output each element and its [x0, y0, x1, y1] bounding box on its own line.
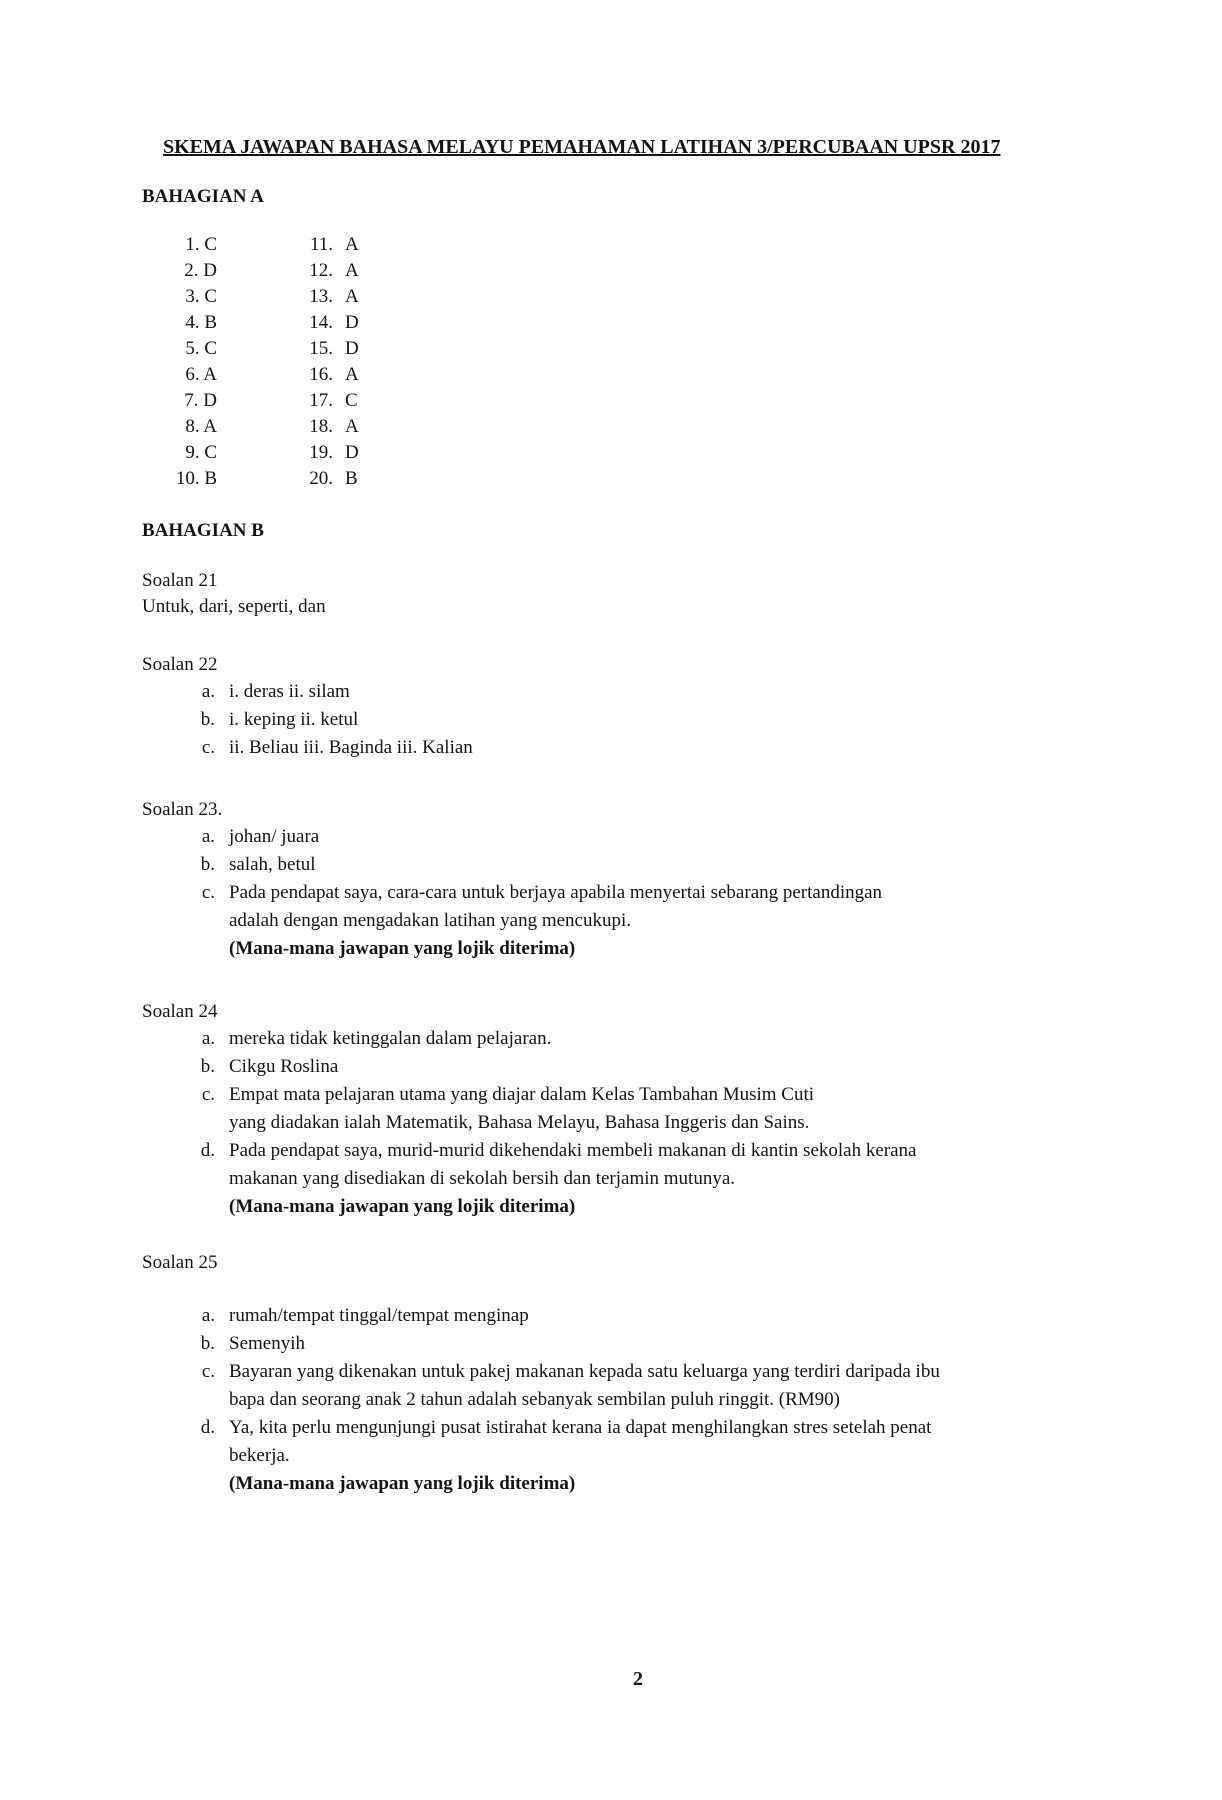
question-24: [142, 999, 1142, 1221]
item-text: ii. Beliau iii. Baginda iii. Kalian: [229, 737, 473, 758]
question-number: 17.: [309, 390, 333, 411]
answer-column-left: [142, 232, 217, 492]
answer-item: [142, 1081, 1142, 1109]
answer-row: 1. C: [185, 234, 217, 255]
item-marker: c.: [201, 737, 215, 758]
item-marker: b.: [200, 854, 215, 875]
item-marker: d.: [200, 1140, 215, 1161]
answer-row: 2. D: [184, 260, 217, 281]
answer-letter: D: [345, 338, 359, 359]
answer-row: 10. B: [175, 468, 217, 489]
acceptance-note: (Mana-mana jawapan yang lojik diterima): [229, 1196, 576, 1217]
item-marker: a.: [201, 826, 215, 847]
answer-row: [293, 232, 359, 258]
answer-row: 9. C: [185, 442, 217, 463]
answer-letter: A: [345, 364, 359, 385]
question-number: 20.: [309, 468, 333, 489]
item-marker: c.: [201, 1361, 215, 1382]
question-number: 15.: [309, 338, 333, 359]
section-a-heading: BAHAGIAN A: [142, 186, 264, 207]
acceptance-note: (Mana-mana jawapan yang lojik diterima): [229, 1473, 576, 1494]
section-b-heading: BAHAGIAN B: [142, 520, 264, 541]
question-number: 18.: [309, 416, 333, 437]
answer-letter: A: [345, 260, 359, 281]
answer-item: [142, 678, 1142, 706]
item-text: i. keping ii. ketul: [229, 709, 359, 730]
section-a-answer-list: [142, 232, 359, 492]
item-text: Empat mata pelajaran utama yang diajar dalam Kelas Tambahan Musim Cuti: [229, 1084, 815, 1105]
answer-continuation: [229, 907, 1142, 935]
item-marker: b.: [200, 709, 215, 730]
question-21: [142, 568, 1142, 620]
page-number: 2: [633, 1668, 643, 1690]
answer-row: [293, 310, 359, 336]
question-22: [142, 652, 1142, 762]
item-text: rumah/tempat tinggal/tempat menginap: [229, 1305, 529, 1326]
question-25: [142, 1250, 1142, 1498]
item-text: johan/ juara: [229, 826, 320, 847]
answer-row: [293, 258, 359, 284]
answer-row: 7. D: [184, 390, 217, 411]
answer-row: [293, 414, 359, 440]
item-marker: b.: [200, 1056, 215, 1077]
answer-row: [293, 388, 359, 414]
answer-row: [293, 336, 359, 362]
continuation-text: bapa dan seorang anak 2 tahun adalah sebanyak sembilan puluh ringgit. (RM90): [229, 1389, 840, 1410]
answer-continuation: [229, 1442, 1142, 1470]
answer-item: [142, 1302, 1142, 1330]
item-text: Bayaran yang dikenakan untuk pakej makanan kepada satu keluarga yang terdiri daripada ibu: [229, 1361, 940, 1382]
answer-letter: D: [345, 442, 359, 463]
answer-letter: C: [345, 390, 358, 411]
item-text: Cikgu Roslina: [229, 1056, 339, 1077]
question-23: [142, 797, 1142, 963]
answer-column-right: [293, 232, 359, 492]
continuation-text: yang diadakan ialah Matematik, Bahasa Melayu, Bahasa Inggeris dan Sains.: [229, 1112, 810, 1133]
answer-continuation: [229, 1109, 1142, 1137]
item-text: mereka tidak ketinggalan dalam pelajaran.: [229, 1028, 552, 1049]
item-marker: c.: [201, 1084, 215, 1105]
continuation-text: adalah dengan mengadakan latihan yang mencukupi.: [229, 910, 632, 931]
answer-item: [142, 1053, 1142, 1081]
item-marker: a.: [201, 1028, 215, 1049]
question-answer: Untuk, dari, seperti, dan: [142, 596, 326, 617]
answer-letter: A: [345, 234, 359, 255]
continuation-text: bekerja.: [229, 1445, 290, 1466]
answer-item: [142, 1025, 1142, 1053]
question-label: Soalan 25: [142, 1252, 218, 1273]
question-label: Soalan 22: [142, 654, 218, 675]
answer-item: [142, 734, 1142, 762]
answer-row: [293, 362, 359, 388]
item-marker: c.: [201, 882, 215, 903]
answer-continuation: [229, 1386, 1142, 1414]
item-marker: b.: [200, 1333, 215, 1354]
question-number: 16.: [309, 364, 333, 385]
answer-row: [293, 440, 359, 466]
question-label: Soalan 21: [142, 570, 218, 591]
answer-item: [142, 851, 1142, 879]
item-text: Pada pendapat saya, cara-cara untuk berjaya apabila menyertai sebarang pertandingan: [229, 882, 883, 903]
item-text: Semenyih: [229, 1333, 305, 1354]
question-number: 13.: [309, 286, 333, 307]
answer-row: 5. C: [185, 338, 217, 359]
item-marker: d.: [200, 1417, 215, 1438]
answer-item: [142, 879, 1142, 907]
item-marker: a.: [201, 1305, 215, 1326]
continuation-text: makanan yang disediakan di sekolah bersih dan terjamin mutunya.: [229, 1168, 735, 1189]
answer-item: [142, 1330, 1142, 1358]
item-text: Pada pendapat saya, murid-murid dikehendaki membeli makanan di kantin sekolah kerana: [229, 1140, 917, 1161]
question-number: 14.: [309, 312, 333, 333]
answer-letter: A: [345, 416, 359, 437]
answer-item: [142, 1414, 1142, 1442]
item-text: salah, betul: [229, 854, 316, 875]
question-number: 12.: [309, 260, 333, 281]
answer-continuation: [229, 1165, 1142, 1193]
answer-row: 4. B: [185, 312, 217, 333]
question-label: Soalan 23.: [142, 799, 223, 820]
answer-row: [293, 284, 359, 310]
answer-item: [142, 1358, 1142, 1386]
answer-item: [142, 1137, 1142, 1165]
item-text: i. deras ii. silam: [229, 681, 350, 702]
question-label: Soalan 24: [142, 1001, 218, 1022]
question-number: 19.: [309, 442, 333, 463]
answer-letter: D: [345, 312, 359, 333]
item-text: Ya, kita perlu mengunjungi pusat istirahat kerana ia dapat menghilangkan stres setelah penat: [229, 1417, 932, 1438]
item-marker: a.: [201, 681, 215, 702]
answer-row: [293, 466, 359, 492]
answer-letter: A: [345, 286, 359, 307]
answer-row: 6. A: [185, 364, 217, 385]
answer-row: 8. A: [185, 416, 217, 437]
document-title: SKEMA JAWAPAN BAHASA MELAYU PEMAHAMAN LATIHAN 3/PERCUBAAN UPSR 2017: [163, 136, 1001, 158]
answer-row: 3. C: [185, 286, 217, 307]
answer-item: [142, 706, 1142, 734]
answer-letter: B: [345, 468, 358, 489]
answer-item: [142, 823, 1142, 851]
acceptance-note: (Mana-mana jawapan yang lojik diterima): [229, 938, 576, 959]
question-number: 11.: [309, 234, 333, 255]
